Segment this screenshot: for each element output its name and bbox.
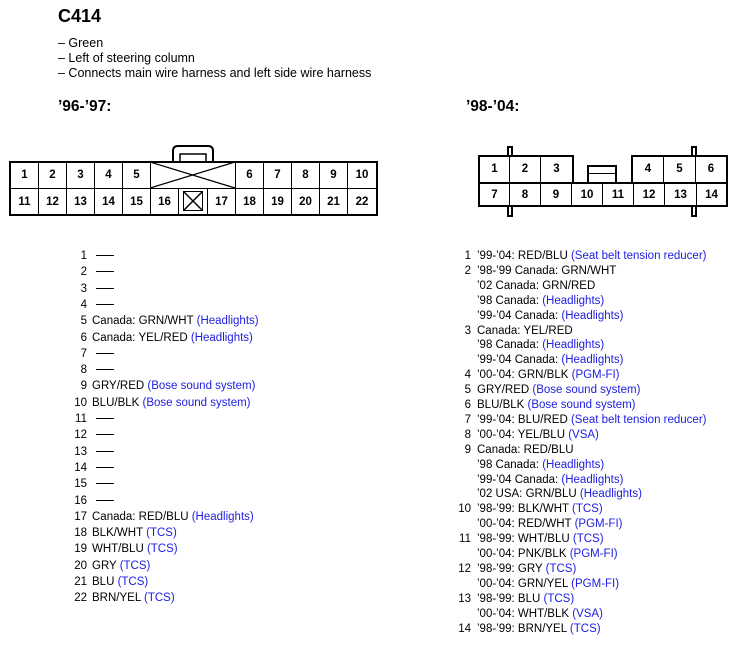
pin-row (57, 511, 254, 524)
circuit-note: (Headlights) (561, 354, 624, 367)
pin-label: 5 (133, 169, 140, 181)
circuit-note: (Seat belt tension reducer) (570, 413, 707, 426)
pin-label: 4 (105, 169, 112, 181)
pin-label: 14 (705, 189, 718, 201)
pin-number: 9 (464, 443, 471, 456)
pin-row (57, 478, 114, 491)
pin-row (57, 266, 114, 279)
pin-row (441, 339, 604, 352)
pin-row (57, 429, 114, 442)
pin-label: 15 (130, 196, 143, 208)
wire-description: BRN/YEL (92, 592, 144, 605)
wire-description: BLU (92, 576, 118, 588)
circuit-note: (PGM-FI) (574, 518, 623, 531)
pin-label: 8 (521, 189, 529, 201)
pin-label: 1 (21, 169, 28, 181)
circuit-note: (Headlights) (191, 510, 254, 523)
pin-row (57, 250, 114, 263)
pin-row (441, 578, 619, 591)
wire-description: ’98 Canada: (477, 339, 543, 352)
pin-number: 10 (74, 396, 87, 409)
pin-label: 20 (299, 196, 312, 208)
pin-label: 4 (644, 163, 652, 175)
section-98-04-heading: ’98-’04: (466, 98, 520, 115)
unused-dash (96, 451, 114, 452)
circuit-note: (TCS) (572, 533, 604, 546)
pin-label: 18 (243, 196, 256, 208)
circuit-note: (VSA) (568, 428, 599, 441)
pin-row (57, 315, 259, 328)
pin-row (57, 527, 177, 540)
section-96-97-heading: ’96-’97: (58, 98, 112, 115)
circuit-note: (TCS) (569, 622, 601, 635)
pin-number: 20 (74, 559, 87, 572)
wire-description: GRY/RED (92, 380, 148, 393)
pin-label: 16 (158, 196, 171, 208)
wire-description: Canada: YEL/RED (477, 324, 573, 337)
circuit-note: (TCS) (119, 559, 151, 572)
pin-row (441, 518, 622, 531)
pin-row (441, 474, 623, 487)
pin-number: 9 (80, 380, 87, 393)
pin-number: 8 (464, 428, 471, 441)
pin-label: 6 (707, 163, 715, 175)
pin-number: 15 (74, 478, 87, 491)
pin-label: 3 (553, 163, 560, 175)
wire-description: ’00-’04: WHT/BLK (477, 607, 573, 620)
pin-number: 21 (74, 576, 87, 588)
pin-row (57, 560, 150, 573)
pin-row (57, 592, 175, 605)
unused-dash (96, 467, 114, 468)
circuit-note: (Seat belt tension reducer) (570, 250, 707, 262)
pin-label: 22 (355, 196, 369, 208)
unused-dash (96, 288, 114, 289)
pin-label: 5 (676, 163, 683, 175)
wire-description: ’02 Canada: GRN/RED (477, 279, 596, 292)
wire-description: ’99-’04 Canada: (477, 473, 562, 486)
unused-dash (96, 500, 114, 501)
pin-row (57, 380, 255, 393)
circuit-note: (Headlights) (579, 488, 642, 501)
pin-row (57, 348, 114, 361)
pin-label: 19 (271, 196, 284, 208)
pin-row (57, 413, 114, 426)
wire-description: ’98-’99: BLK/WHT (477, 503, 573, 516)
pin-row (441, 295, 604, 308)
pin-row (57, 446, 114, 459)
circuit-note: (Headlights) (190, 331, 253, 344)
circuit-note: (Headlights) (542, 339, 605, 352)
unused-dash (96, 255, 114, 256)
pin-number: 10 (458, 503, 471, 516)
pin-row (441, 325, 573, 338)
pin-row (441, 593, 574, 606)
pin-row (441, 414, 707, 427)
bullet-color: – Green (58, 36, 104, 50)
circuit-note: (Headlights) (542, 294, 605, 307)
wire-description: ’99-’04 Canada: (477, 309, 562, 322)
wire-description: ’99-’04: RED/BLU (477, 250, 571, 262)
wire-description: BLU/BLK (92, 396, 143, 409)
pin-label: 1 (491, 163, 498, 175)
pin-label: 3 (77, 169, 84, 181)
pin-row (441, 608, 603, 621)
pin-number: 5 (464, 384, 471, 397)
pin-row (441, 250, 707, 263)
pin-number: 6 (80, 331, 87, 344)
pin-row (57, 397, 251, 410)
circuit-note: (Bose sound system) (142, 396, 251, 409)
pin-number: 2 (464, 264, 471, 277)
wire-description: ’00-’04: GRN/BLK (477, 369, 572, 382)
circuit-note: (VSA) (572, 607, 603, 620)
pin-label: 10 (580, 189, 594, 201)
pin-number: 3 (80, 282, 87, 295)
wire-description: GRY (92, 559, 120, 572)
wire-description: ’00-’04: YEL/BLU (477, 428, 569, 441)
pin-number: 5 (80, 315, 87, 328)
circuit-note: (TCS) (545, 562, 577, 575)
wire-description: GRY/RED (477, 384, 533, 397)
pin-row (441, 369, 620, 382)
wire-description: ’00-’04: GRN/YEL (477, 577, 572, 590)
pin-number: 4 (80, 298, 87, 311)
pin-number: 7 (80, 347, 87, 360)
pin-number: 7 (464, 413, 471, 426)
pin-row (441, 533, 604, 546)
pin-label: 12 (642, 189, 656, 201)
pin-row (441, 399, 636, 412)
circuit-note: (TCS) (572, 503, 603, 516)
pin-label: 13 (74, 196, 87, 208)
wire-description: BLK/WHT (92, 527, 147, 540)
pin-row (441, 444, 574, 457)
pin-label: 10 (355, 169, 369, 181)
circuit-note: (Headlights) (561, 473, 624, 486)
pin-number: 19 (74, 543, 87, 556)
wire-description: Canada: GRN/WHT (92, 315, 197, 328)
pin-row (57, 283, 114, 296)
pin-label: 13 (674, 189, 687, 201)
pin-row (441, 623, 601, 636)
wire-description: ’99-’04: BLU/RED (477, 413, 571, 426)
pin-label: 11 (18, 196, 31, 208)
unused-dash (96, 304, 114, 305)
unused-dash (96, 369, 114, 370)
pin-label: 8 (302, 169, 309, 181)
connector-title: C414 (58, 6, 102, 26)
unused-dash (96, 353, 114, 354)
pin-row (441, 459, 604, 472)
pin-row (57, 462, 114, 475)
wire-description: Canada: RED/BLU (92, 510, 192, 523)
pin-row (441, 488, 642, 501)
circuit-note: (TCS) (117, 576, 149, 588)
wire-description: Canada: RED/BLU (477, 443, 574, 456)
pin-number: 16 (74, 494, 87, 507)
pin-row (441, 429, 599, 442)
bullet-location: – Left of steering column (58, 51, 195, 65)
bullet-connects: – Connects main wire harness and left side wire harness (58, 66, 372, 80)
pin-number: 1 (464, 250, 471, 262)
pin-label: 2 (49, 169, 56, 181)
pin-row (441, 503, 603, 516)
circuit-note: (Bose sound system) (147, 380, 256, 393)
wire-description: ’98-’99: GRY (477, 562, 546, 575)
pin-number: 17 (74, 510, 87, 523)
circuit-note: (Headlights) (542, 458, 605, 471)
circuit-note: (PGM-FI) (571, 577, 620, 590)
wire-description: ’98-’99: BLU (477, 592, 544, 605)
pin-row (57, 576, 148, 589)
wire-description: ’00-’04: RED/WHT (477, 518, 575, 531)
unused-dash (96, 434, 114, 435)
pin-row (441, 548, 618, 561)
circuit-note: (TCS) (543, 592, 575, 605)
pin-row (441, 563, 576, 576)
wire-description: ’98 Canada: (477, 294, 543, 307)
pin-number: 11 (75, 413, 87, 425)
pin-number: 14 (458, 622, 471, 635)
pin-number: 13 (74, 445, 87, 458)
circuit-note: (PGM-FI) (569, 548, 618, 560)
unused-dash (96, 418, 114, 419)
unused-dash (96, 271, 114, 272)
pin-label: 11 (611, 189, 625, 201)
pin-row (57, 543, 178, 556)
pin-label: 6 (246, 169, 253, 181)
pin-number: 1 (80, 250, 87, 262)
pin-number: 22 (74, 592, 87, 605)
pin-number: 3 (464, 324, 471, 337)
pin-number: 8 (80, 364, 87, 377)
pin-label: 12 (46, 196, 59, 208)
wire-description: ’98-’99: WHT/BLU (477, 533, 573, 546)
pin-number: 14 (74, 461, 87, 474)
pin-label: 17 (215, 196, 228, 208)
wire-description: ’00-’04: PNK/BLK (477, 548, 570, 560)
pin-row (441, 280, 595, 293)
pin-number: 4 (464, 369, 471, 382)
pin-row (57, 299, 114, 312)
wire-description: ’98 Canada: (477, 458, 543, 471)
circuit-note: (PGM-FI) (571, 369, 620, 382)
wire-description: ’99-’04 Canada: (477, 354, 562, 367)
pin-number: 11 (459, 533, 471, 546)
pin-label: 9 (330, 169, 337, 181)
wire-description: ’02 USA: GRN/BLU (477, 488, 580, 501)
pin-number: 18 (74, 527, 87, 540)
pin-row (441, 310, 623, 323)
wire-description: BLU/BLK (477, 399, 528, 411)
pin-number: 2 (80, 266, 87, 279)
circuit-note: (TCS) (143, 592, 175, 605)
pin-label: 7 (274, 169, 281, 181)
pin-label: 7 (491, 189, 498, 201)
circuit-note: (Bose sound system) (532, 384, 641, 397)
wire-description: WHT/BLU (92, 543, 147, 556)
circuit-note: (TCS) (146, 543, 178, 556)
wire-description: ’98-’99: BRN/YEL (477, 622, 570, 635)
pin-number: 6 (464, 399, 471, 411)
pin-label: 9 (552, 189, 560, 201)
pin-label: 2 (521, 163, 529, 175)
circuit-note: (TCS) (146, 527, 177, 540)
pin-row (441, 265, 616, 278)
pin-row (441, 384, 640, 397)
pin-number: 12 (74, 429, 87, 442)
pin-number: 12 (458, 562, 471, 575)
pin-label: 14 (102, 196, 115, 208)
circuit-note: (Headlights) (196, 315, 259, 328)
circuit-note: (Headlights) (561, 309, 624, 322)
connector-diagram-98-04 (0, 0, 737, 240)
pin-row (57, 332, 253, 345)
circuit-note: (Bose sound system) (527, 399, 636, 411)
wire-description: ’98-’99 Canada: GRN/WHT (477, 264, 617, 277)
pin-row (57, 364, 114, 377)
unused-dash (96, 483, 114, 484)
pin-row (57, 495, 114, 508)
pin-number: 13 (458, 592, 471, 605)
wire-description: Canada: YEL/RED (92, 331, 191, 344)
key-notch (587, 165, 617, 183)
pin-row (441, 354, 623, 367)
pin-label: 21 (327, 196, 340, 208)
